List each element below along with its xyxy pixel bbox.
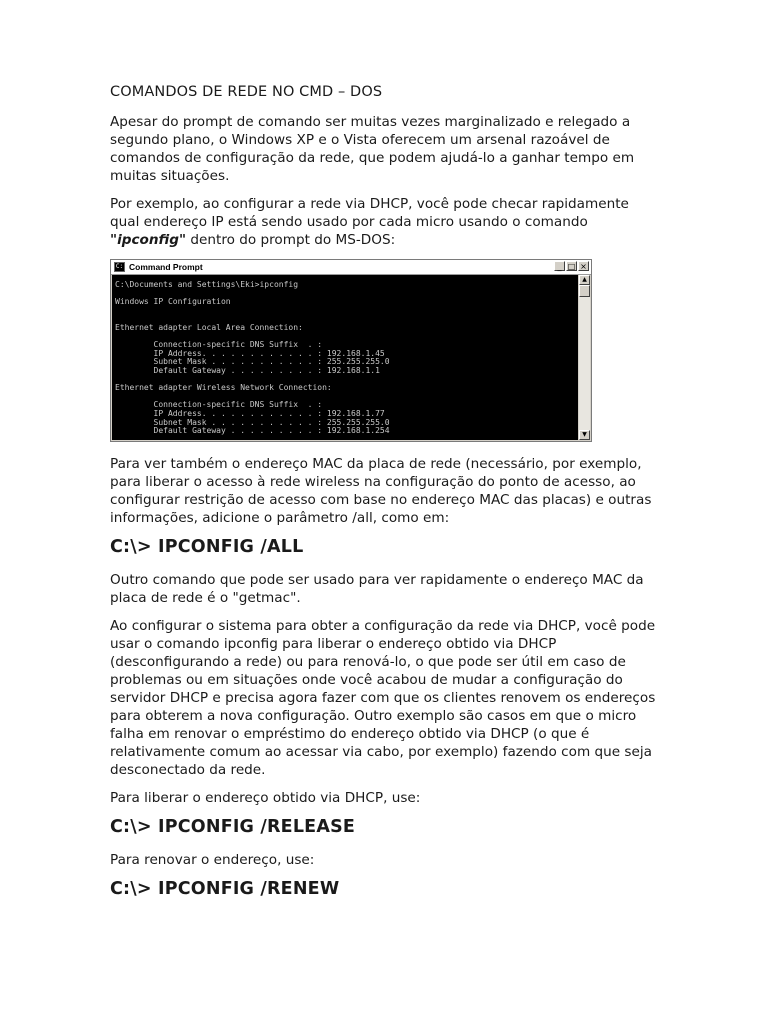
heading-ipconfig-all: C:\> IPCONFIG /ALL: [110, 537, 304, 557]
cmd-titlebar: [111, 260, 591, 275]
cmd-console: [112, 275, 578, 440]
ipconfig-command: "ipconfig": [110, 232, 187, 248]
dhcp-release-renew-paragraph: Ao configurar o sistema para obter a configuração da rede via DHCP, você pode usar o comando ipconfig para liberar o endereço obtido via DHCP (desconfigurando a rede) ou para renová-lo, o que pode ser útil em caso de problemas ou em situações onde você acabou de mudar a configuração do servidor DHCP e precisa agora fazer com que os clientes renovem os endereços para obterem a nova configuração. Outro exemplo são casos em que o micro falha em renovar o empréstimo do endereço obtido via DHCP (o que é relativamente comum ao acessar via cabo, por exemplo) fazendo com que seja desconectado da rede.: [110, 618, 656, 778]
close-icon: ×: [578, 261, 589, 271]
release-intro-paragraph: Para liberar o endereço obtido via DHCP, use:: [110, 790, 421, 806]
mac-address-paragraph: Para ver também o endereço MAC da placa de rede (necessário, por exemplo, para liberar o acesso à rede wireless na configuração do ponto de acesso, ao configurar restrição de acesso com base no endereço MAC das placas) e outras informações, adicione o parâmetro /all, como em:: [110, 456, 652, 526]
scroll-thumb: [579, 285, 590, 297]
heading-ipconfig-renew: C:\> IPCONFIG /RENEW: [110, 879, 340, 899]
cmd-window-controls: [554, 261, 589, 271]
getmac-paragraph: Outro comando que pode ser usado para ver rapidamente o endereço MAC da placa de rede é o "getmac".: [110, 572, 644, 606]
scroll-up-icon: ▲: [579, 275, 590, 285]
document-content: [110, 84, 660, 913]
cmd-output: C:\Documents and Settings\Eki>ipconfig Windows IP Configuration Ethernet adapter Local Area Connection: Connection-specific DNS Suffix . : IP Address. . . . . . . . . . . . : 192.168.1.45 Subnet Mask . . . . . . . . . . . : 255.255.255.0 Default Gateway . . . . . . . . . : 192.168.1.1 Ethernet adapter Wireless Network Connection: Connection-specific DNS Suffix . : IP Address. . . . . . . . . . . . : 192.168.1.77 Subnet Mask . . . . . . . . . . . : 255.255.255.0 Default Gateway . . . . . . . . . : 192.168.1.254: [115, 280, 390, 436]
maximize-icon: □: [567, 262, 576, 271]
cmd-scrollbar: [579, 275, 590, 440]
dhcp-example-text-after: dentro do prompt do MS-DOS:: [186, 232, 396, 248]
heading-ipconfig-release: C:\> IPCONFIG /RELEASE: [110, 817, 356, 837]
renew-intro-paragraph: Para renovar o endereço, use:: [110, 852, 315, 868]
minimize-icon: _: [554, 261, 565, 271]
dhcp-example-text-before: Por exemplo, ao configurar a rede via DHCP, você pode checar rapidamente qual endereço IP está sendo usado por cada micro usando o comando: [110, 196, 629, 230]
dhcp-example-paragraph: [110, 195, 660, 249]
document-title: COMANDOS DE REDE NO CMD – DOS: [110, 84, 383, 100]
cmd-window-title: Command Prompt: [129, 262, 203, 272]
intro-paragraph: Apesar do prompt de comando ser muitas vezes marginalizado e relegado a segundo plano, o Windows XP e o Vista oferecem um arsenal razoável de comandos de configuração da rede, que podem ajudá-lo a ganhar tempo em muitas situações.: [110, 114, 635, 184]
command-prompt-screenshot: [110, 259, 592, 442]
scroll-down-icon: ▼: [579, 430, 590, 440]
cmd-app-icon: C:: [115, 263, 124, 270]
